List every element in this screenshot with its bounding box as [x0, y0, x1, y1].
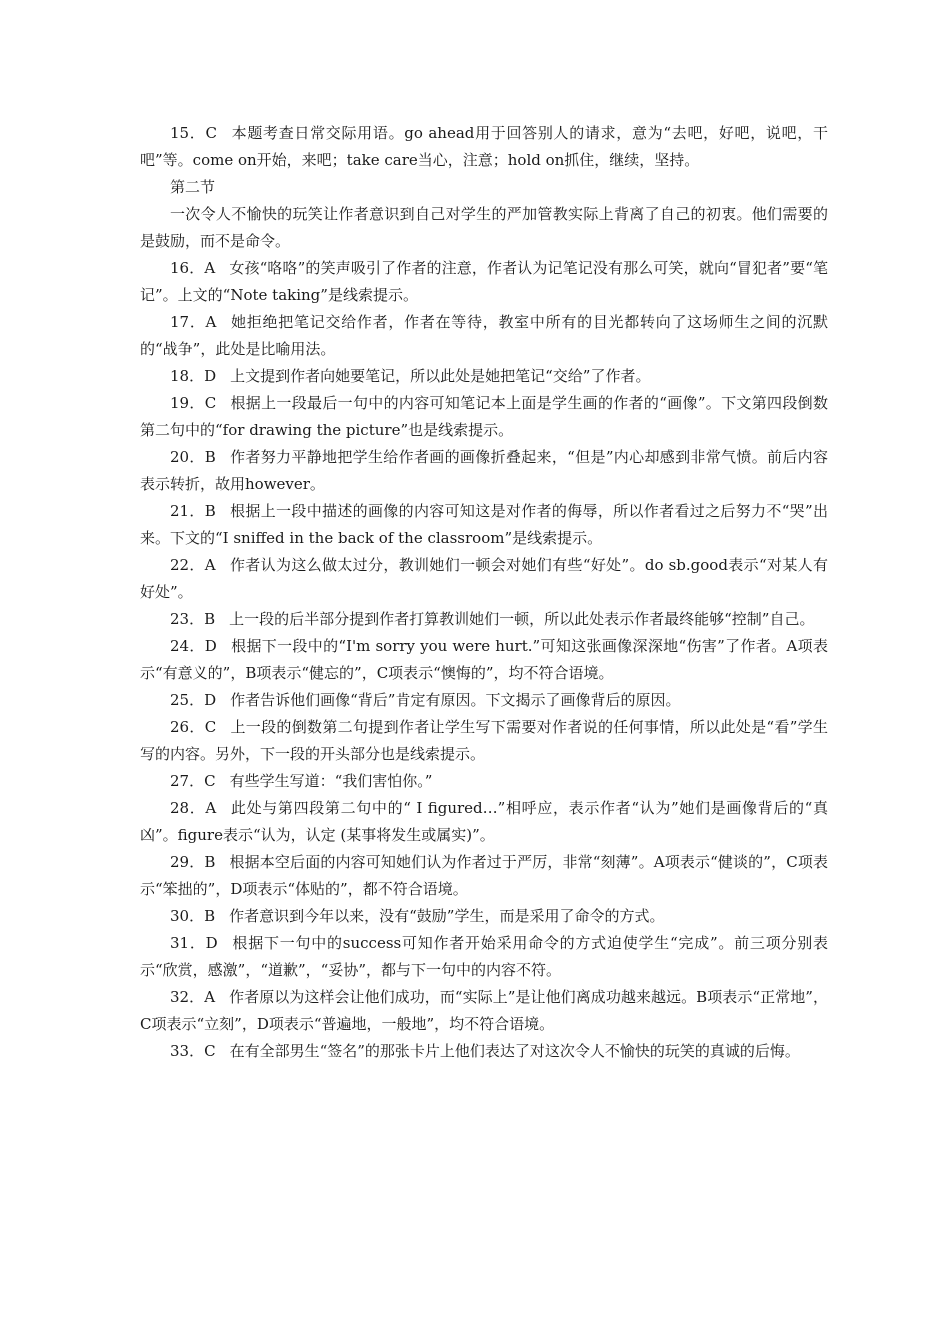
answer-number: 17．A — [170, 313, 217, 331]
answer-explanation: 上一段的后半部分提到作者打算教训她们一顿，所以此处表示作者最终能够“控制”自己。 — [229, 610, 815, 628]
answer-explanation: 在有全部男生“签名”的那张卡片上他们表达了对这次令人不愉快的玩笑的真诚的后悔。 — [229, 1042, 800, 1060]
answer-number: 26．C — [170, 718, 217, 736]
answer-item-21 — [140, 498, 828, 552]
answer-explanation: 她拒绝把笔记交给作者，作者在等待，教室中所有的目光都转向了这场师生之间的沉默的“战争”，此处是比喻用法。 — [140, 313, 828, 358]
answer-number: 30．B — [170, 907, 216, 925]
answer-item-27 — [140, 768, 828, 795]
answer-number: 18．D — [170, 367, 217, 385]
answer-item-17 — [140, 309, 828, 363]
answer-number: 32．A — [170, 988, 216, 1006]
answer-explanation: 此处与第四段第二句中的“ I figured…”相呼应，表示作者“认为”她们是画像背后的“真凶”。figure表示“认为，认定 (某事将发生或属实)”。 — [140, 799, 828, 844]
answer-explanation: 根据本空后面的内容可知她们认为作者过于严厉，非常“刻薄”。A项表示“健谈的”，C项表示“笨拙的”，D项表示“体贴的”，都不符合语境。 — [140, 853, 828, 898]
answer-item-28 — [140, 795, 828, 849]
answer-explanation: 作者原以为这样会让他们成功，而“实际上”是让他们离成功越来越远。B项表示“正常地”，C项表示“立刻”，D项表示“普遍地，一般地”，均不符合语境。 — [140, 988, 828, 1033]
answer-item-32 — [140, 984, 828, 1038]
answer-number: 24．D — [170, 637, 217, 655]
answer-number: 29．B — [170, 853, 216, 871]
answer-number: 21．B — [170, 502, 216, 520]
answer-number: 19．C — [170, 394, 217, 412]
answer-number: 15．C — [170, 124, 217, 142]
answer-explanation: 上文提到作者向她要笔记，所以此处是她把笔记“交给”了作者。 — [230, 367, 651, 385]
answer-item-20 — [140, 444, 828, 498]
answer-item-30 — [140, 903, 828, 930]
answer-explanation: 本题考查日常交际用语。go ahead用于回答别人的请求，意为“去吧，好吧，说吧，干吧”等。come on开始，来吧；take care当心，注意；hold on抓住，继续，坚持。 — [140, 124, 828, 169]
answer-number: 20．B — [170, 448, 216, 466]
answer-item-24 — [140, 633, 828, 687]
answer-explanation: 女孩“咯咯”的笑声吸引了作者的注意，作者认为记笔记没有那么可笑，就向“冒犯者”要“笔记”。上文的“Note taking”是线索提示。 — [140, 259, 828, 304]
answer-number: 25．D — [170, 691, 217, 709]
answer-number: 31．D — [170, 934, 218, 952]
answer-item-16 — [140, 255, 828, 309]
answer-explanation: 作者认为这么做太过分，教训她们一顿会对她们有些“好处”。do sb.good表示“对某人有好处”。 — [140, 556, 828, 601]
answer-number: 33．C — [170, 1042, 216, 1060]
answer-explanation: 作者意识到今年以来，没有“鼓励”学生，而是采用了命令的方式。 — [229, 907, 665, 925]
answer-item-29 — [140, 849, 828, 903]
answer-number: 27．C — [170, 772, 216, 790]
answer-item-31 — [140, 930, 828, 984]
answer-explanation: 有些学生写道：“我们害怕你。” — [229, 772, 433, 790]
answer-explanation: 根据下一段中的“I'm sorry you were hurt.”可知这张画像深深地“伤害”了作者。A项表示“有意义的”，B项表示“健忘的”，C项表示“懊悔的”，均不符合语境。 — [140, 637, 828, 682]
answer-explanation: 根据上一段最后一句中的内容可知笔记本上面是学生画的作者的“画像”。下文第四段倒数第二句中的“for drawing the picture”也是线索提示。 — [140, 394, 828, 439]
answer-number: 28．A — [170, 799, 217, 817]
answer-number: 23．B — [170, 610, 216, 628]
section-intro: 一次令人不愉快的玩笑让作者意识到自己对学生的严加管教实际上背离了自己的初衷。他们需要的是鼓励，而不是命令。 — [140, 205, 828, 250]
answer-item-22 — [140, 552, 828, 606]
section-title: 第二节 — [170, 178, 216, 196]
answer-explanation: 作者努力平静地把学生给作者画的画像折叠起来，“但是”内心却感到非常气愤。前后内容表示转折，故用however。 — [140, 448, 828, 493]
answer-item-15 — [140, 120, 828, 174]
answer-number: 16．A — [170, 259, 216, 277]
answer-explanations — [140, 120, 828, 1065]
answer-explanation: 根据下一句中的success可知作者开始采用命令的方式迫使学生“完成”。前三项分别表示“欣赏，感激”，“道歉”，“妥协”，都与下一句中的内容不符。 — [140, 934, 828, 979]
answer-item-23 — [140, 606, 828, 633]
answer-explanation: 根据上一段中描述的画像的内容可知这是对作者的侮辱，所以作者看过之后努力不“哭”出来。下文的“I sniffed in the back of the classroom”是线索提示。 — [140, 502, 828, 547]
answer-explanation: 上一段的倒数第二句提到作者让学生写下需要对作者说的任何事情，所以此处是“看”学生写的内容。另外，下一段的开头部分也是线索提示。 — [140, 718, 828, 763]
answer-item-19 — [140, 390, 828, 444]
answer-number: 22．A — [170, 556, 216, 574]
answer-item-33 — [140, 1038, 828, 1065]
answer-item-18 — [140, 363, 828, 390]
answer-item-26 — [140, 714, 828, 768]
answer-item-25 — [140, 687, 828, 714]
answer-explanation: 作者告诉他们画像“背后”肯定有原因。下文揭示了画像背后的原因。 — [230, 691, 681, 709]
